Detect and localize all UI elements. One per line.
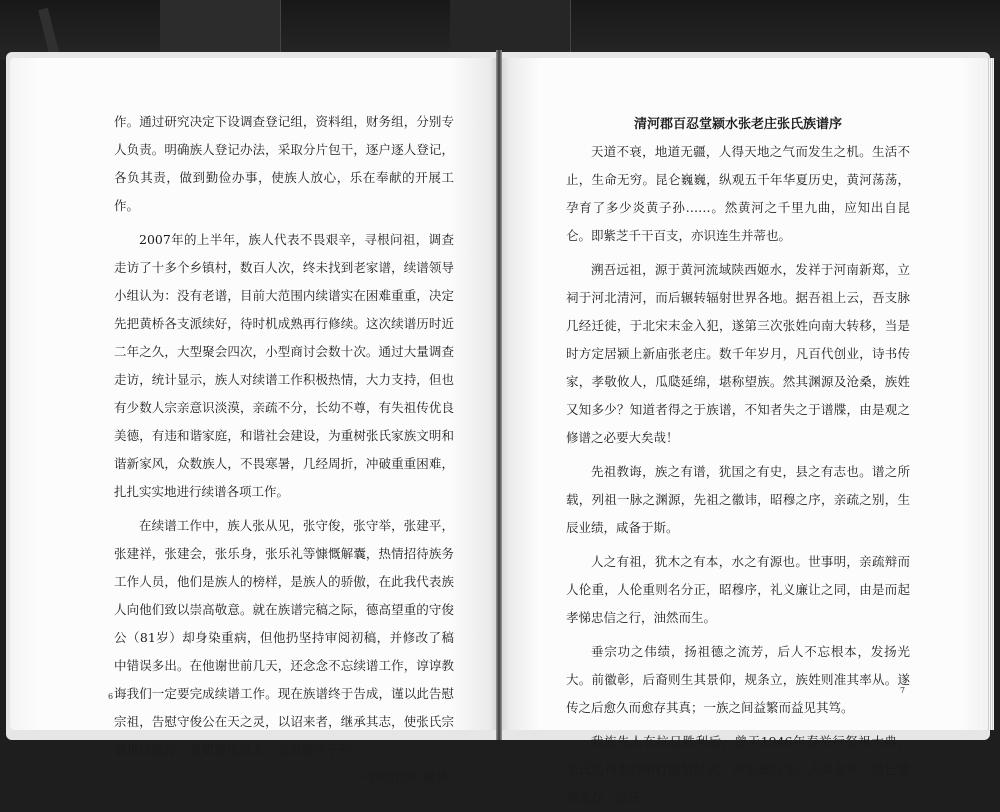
page-number: 7 bbox=[900, 686, 906, 695]
right-page-text bbox=[566, 112, 910, 812]
paragraph: 作。通过研究决定下设调查登记组，资料组，财务组，分别专人负责。明确族人登记办法，采取分片包干，逐户逐人登记，各负其责，做到勤俭办事，使族人放心，乐在奉献的开展工作。 bbox=[114, 114, 454, 213]
paragraph: 先祖教诲，族之有谱，犹国之有史，县之有志也。谱之所载，列祖一脉之渊源，先祖之徽讳，昭穆之序，亲疏之别，生辰业绩，咸备于斯。 bbox=[566, 464, 910, 535]
page-number: 6 bbox=[108, 692, 114, 701]
paragraph: 我族先人在抗日胜利后，曾于1946年春举行祭祖大典，张氏先祠也曾举行奠基仪式。奈沧桑巨变，人事非非，谱已荡然无存，张氏 bbox=[566, 734, 910, 805]
signature: 一四四世孙 建华 bbox=[356, 770, 448, 785]
paragraph: 2007年的上半年，族人代表不畏艰辛，寻根问祖，调查走访了十多个乡镇村，数百人次，终未找到老家谱，续谱领导小组认为：没有老谱，目前大范围内续谱实在困难重重，决定先把黄桥各支派续好，待时机成熟再行修续。这次续谱历时近二年之久，大型聚会四次，小型商讨会数十次。通过大量调查走访，统计显示，族人对续谱工作积极热情，大力支持，但也有少数人宗亲意识淡漠，亲疏不分，长幼不尊，有失祖传优良美德，有违和谐家庭，和谐社会建设，为重树张氏家族文明和谐新家风，众数族人，不畏寒暑，几经周折，冲破重重困难，扎扎实实地进行续谱各项工作。 bbox=[114, 232, 454, 499]
book-gutter bbox=[496, 50, 502, 740]
paragraph: 垂宗功之伟绩，扬祖德之流芳，后人不忘根本，发扬光大。前徽彰，后裔则生其景仰，规条立，族姓则准其率从。遂传之后愈久而愈存其真；一族之间益繁而益见其笃。 bbox=[566, 644, 910, 715]
page-title: 清河郡百忍堂颍水张老庄张氏族谱序 bbox=[633, 117, 842, 132]
paragraph: 在续谱工作中，族人张从见，张守俊，张守举，张建平，张建祥，张建会，张乐身，张乐礼等慷慨解囊，热情招待族务工作人员，他们是族人的榜样，是族人的骄傲，在此我代表族人向他们致以崇高敬意。就在族谱完稿之际，德高望重的守俊公（81岁）却身染重病，但他扔坚持审阅初稿，并修改了稿中错误多出。在他谢世前几天，还念念不忘续谱工作，谆谆教诲我们一定要完成续谱工作。现在族谱终于告成，谨以此告慰宗祖，告慰守俊公在天之灵，以诏来者，继承其志，使张氏宗谱世代流传。希望寄托后人，光荣属于子孙。 bbox=[114, 518, 454, 757]
right-page bbox=[500, 58, 990, 805]
paragraph: 溯吾远祖，源于黄河流域陕西姬水，发祥于河南新郑，立祠于河北清河，而后辗转辐射世界各地。据吾祖上云，吾支脉几经迁徙，于北宋末金入犯，遂第三次张姓向南大转移，当是时方定居颍上新庙张老庄。数千年岁月，凡百代创业，诗书传家，孝敬攸人，瓜瓞延绵，堪称望族。然其渊源及沧桑，族姓又知多少？知道者得之于族谱，不知者失之于谱牒，由是观之修谱之必要大矣哉！ bbox=[566, 262, 910, 445]
left-page bbox=[10, 58, 498, 785]
left-page-text bbox=[114, 108, 454, 792]
paragraph: 人之有祖，犹木之有本，水之有源也。世事明，亲疏辩而人伦重，人伦重则名分正，昭穆序，礼义廉让之同，由是而起孝悌忠信之行，油然而生。 bbox=[566, 554, 910, 625]
page-edges bbox=[988, 58, 994, 730]
paragraph: 天道不衰，地道无疆，人得天地之气而发生之机。生活不止，生命无穷。昆仑巍巍，纵观五千年华夏历史，黄河荡荡，孕育了多少炎黄子孙……。然黄河之千里九曲，应知出自昆仑。即紫芝千干百支，亦识连生并蒂也。 bbox=[566, 144, 910, 243]
